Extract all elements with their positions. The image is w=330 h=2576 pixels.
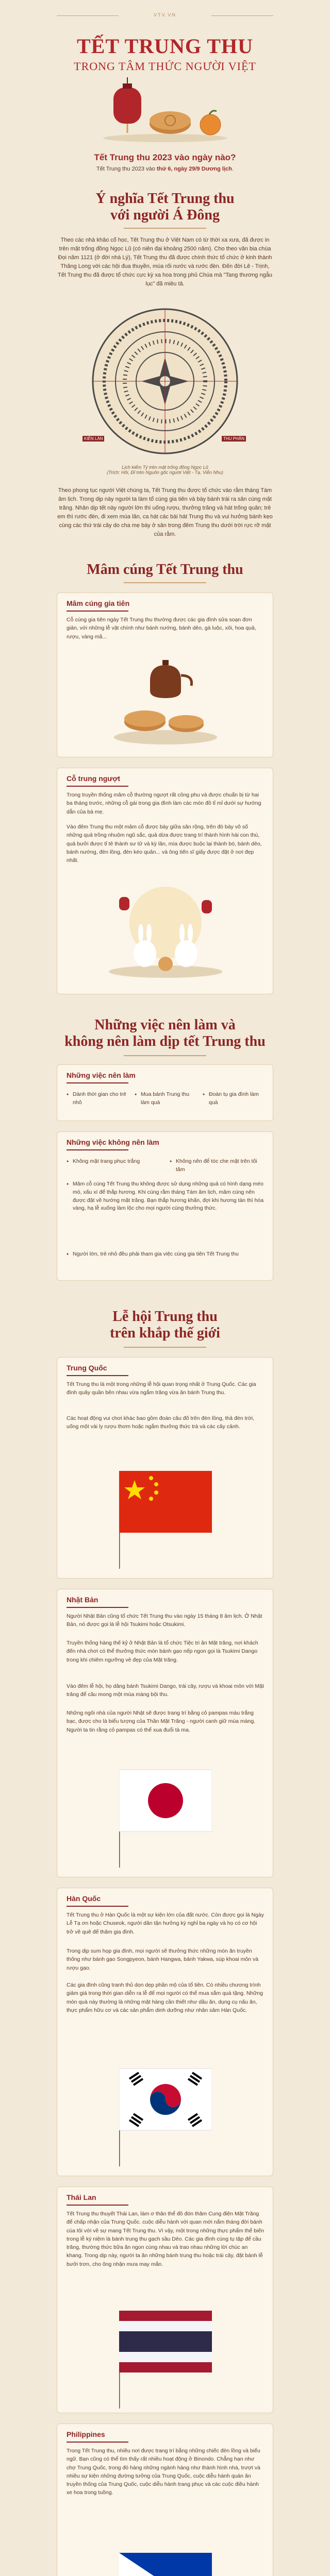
country-name: Thái Lan (67, 2193, 96, 2201)
country-name: Hàn Quốc (67, 1894, 101, 1903)
philippines-flag-icon (119, 2543, 212, 2576)
dont-heading: Những việc không nên làm (67, 1138, 159, 1146)
meaning-title-line2: với người Á Đông (110, 207, 220, 224)
country-paragraph: Tết Trung thu ở Hàn Quốc là một sự kiện lớn của đất nước. Còn được gọi là Ngày Lễ Tạ ơn hoặc Chuseok, người dân tận hưởng kỳ nghỉ ba ngày và họ có cơ hội trở về quê để thăm gia đình. (67, 1912, 265, 1935)
moon-offering-text-1: Trong truyền thống mâm cỗ thường ngượt rất công phu và được chuẩn bị từ hai ba tháng trước, những cỗ gái trong gia đình làm các món đồ tỉ mỉ dưới sự hướng dẫn của bà mẹ. (67, 792, 261, 815)
divider (67, 1082, 128, 1083)
question-text-prefix: Tết Trung thu 2023 vào (96, 166, 157, 172)
country-paragraph: Tết Trung thu là một trong những lễ hội quan trọng nhất ở Trung Quốc. Các gia đình quây quần bên nhau vừa ngắm trăng vừa ăn bánh Trung thu. (67, 1381, 256, 1396)
divider (124, 582, 206, 583)
list-item: ● Không nên để tóc che mặt trên tối tăm (170, 1158, 265, 1174)
country-paragraph: Những ngôi nhà của người Nhật sẽ được trang trí bằng cỏ pampas màu trắng bạc, được cho là biểu tượng của Thần Mặt Trăng - người canh giữ mùa màng. Người ta tin rằng cỏ pampas có thể xua đuổi tà ma. (67, 1710, 256, 1733)
list-item: ● Dành thời gian cho trẻ nhỏ (67, 1091, 127, 1107)
divider (67, 2442, 128, 2443)
divider (57, 15, 119, 16)
korea-flag-icon (119, 2058, 212, 2166)
question-title: Tết Trung thu 2023 vào ngày nào? (94, 152, 236, 162)
page-title: TẾT TRUNG THU (76, 35, 253, 58)
divider (67, 1607, 128, 1608)
question-date: thứ 6, ngày 29/9 Dương lịch (156, 166, 232, 172)
dont-list (67, 1158, 265, 1276)
divider (67, 1375, 128, 1376)
country-name: Philippines (67, 2430, 105, 2438)
country-card-china (57, 1357, 273, 1579)
dos-donts-title (21, 1017, 309, 1050)
china-flag-icon (119, 1461, 212, 1569)
caption-line1: Lịch kiểm Tý trên mặt trống đồng Ngọc Lũ (122, 465, 208, 470)
country-card-japan (57, 1589, 273, 1877)
tea-mooncake-illustration (109, 645, 222, 748)
meaning-paragraph-1: Theo các nhà khảo cổ học, Tết Trung thu ở Việt Nam có từ thời xa xưa, đã được in trên mặt trống đồng Ngọc Lũ (có niên đại khoảng 2500 năm). Cho theo văn bia chùa Đọi năm 1121 (ở đời nhà Lý), Tết Trung thu đã được chính thức tổ chức ở kinh thành Thăng Long với các hội đua thuyền, múa rối nước và rước đèn. Đến đời Lê - Trịnh, Tết Trung thu đã được tổ chức cực kỳ xa hoa trong phủ Chúa mà "Tang thương ngẫu lục" đã miêu tả. (58, 237, 272, 287)
divider (124, 228, 206, 229)
country-paragraph: Người Nhật Bản cũng tổ chức Tết Trung thu vào ngày 15 tháng 8 âm lịch. Ở Nhật Bản, nó được gọi là lễ hội Tsukimi hoặc Otsukimi. (67, 1613, 262, 1628)
country-paragraph: Vào đêm lễ hội, họ dâng bánh Tsukimi Dango, trái cây, rượu và khoai môn với Mặt trăng để cầu mong một mùa màng bội thu. (67, 1683, 264, 1698)
header (0, 0, 330, 155)
country-card-korea (57, 1888, 273, 2176)
list-item: ● Mua bánh Trung thu làm quà (135, 1091, 195, 1107)
do-list (67, 1091, 265, 1116)
country-card-philippines (57, 2424, 273, 2576)
japan-flag-icon (119, 1759, 212, 1868)
country-paragraph: Trong dịp sum họp gia đình, mọi người sẽ thưởng thức những món ăn truyền thống như bánh gạo Songpyeon, bánh Hangwa, bánh Yakwa, súp khoai môn và rượu gạo. (67, 1948, 259, 1971)
bronze-drum-illustration (88, 304, 242, 459)
dos-title-line2: không nên làm dịp tết Trung thu (64, 1033, 266, 1050)
country-paragraph: Các gia đình cũng tranh thủ dọn dẹp phần mộ của tổ tiên. Có nhiều chương trình giảm giá trong thời gian diễn ra lễ để mọi người có thể mua sắm quà tặng. Những món quà này thường là những mặt hàng cần thiết như dầu ăn, dụng cụ nấu ăn, thực phẩm hữu cơ và các sản phẩm dinh dưỡng như nhân sâm Hàn Quốc. (67, 1982, 263, 2013)
caption-line2: (Trích: Hồi, Đỉ trên Nguồn gốc người Việt - Tạ, Viễn Nhu) (107, 470, 223, 475)
list-item: ● Người lớn, trẻ nhỏ đều phải tham gia việc cúng gia tiên Tết Trung thu (67, 1250, 265, 1259)
meaning-title (21, 191, 309, 224)
country-name: Nhật Bản (67, 1596, 98, 1604)
moon-offering-heading: Cỗ trung ngượt (67, 774, 121, 783)
list-item: ● Không mặt trang phục trắng (67, 1158, 159, 1166)
ancestor-offering-card (57, 592, 273, 757)
country-paragraph: Các hoạt động vui chơi khác bao gồm đoán câu đố trên đèn lồng, thả đèn trời, uống một vài ly rượu thơm hoặc ngắm thưởng thức trà và các cây cảnh. (67, 1415, 255, 1430)
divider (67, 1149, 128, 1150)
drum-label-left: KIÊN LÀN (82, 436, 104, 442)
brand-label: VTV.VN (154, 12, 176, 18)
country-name: Trung Quốc (67, 1364, 107, 1372)
festivals-title (21, 1309, 309, 1342)
ancestor-text: Cỗ cúng gia tiên ngày Tết Trung thu thường được các gia đình sửa soạn đơn giản, với những lễ vật chính như bánh nướng, bánh dẻo, gà luộc, xôi, hoa quả, rượu, vàng mã... (67, 617, 256, 640)
country-paragraph: Trong Tết Trung thu, nhiều nơi được trang trí bằng những chiếc đèn lồng và biểu ngữ. Bạn cũng có thể tìm thấy rất nhiều hoạt động ở Binondo. Chẳng hạn như chợ Trung Quốc, trong đó hàng những ngành hàng như thành hình nhà, trượt và nhiều sự kiện những đường tưởng của Trung Quốc, cuộc diễu hành quán ăn truyền thống của Trung Quốc, cuộc diễu hành trang phục và các cuộc điều hành xe hoa trong tuồng. (67, 2448, 260, 2496)
country-paragraph: Truyền thống hàng thế kỷ ở Nhật Bản là tổ chức Tiệc tri ân Mặt trăng, nơi khách đến nhà chơi có thể thưởng thức món bánh gạo nếp ngon gọi là Tsukimi Dango trong khi chiêm ngưỡng vẻ đẹp của Mặt trăng. (67, 1640, 258, 1663)
moon-offering-card (57, 768, 273, 994)
divider (124, 1055, 206, 1056)
question-text-suffix: . (232, 166, 234, 172)
lantern-mooncake-illustration (93, 77, 237, 144)
customs-title: Mâm cúng Tết Trung thu (87, 562, 243, 578)
divider (67, 786, 128, 787)
do-heading: Những việc nên làm (67, 1071, 136, 1079)
do-list-card (57, 1064, 273, 1121)
meaning-title-line1: Ý nghĩa Tết Trung thu (95, 191, 235, 207)
list-item: ● Đoàn tụ gia đình làm quà (203, 1091, 263, 1107)
divider (211, 15, 273, 16)
divider (124, 1347, 206, 1348)
divider (67, 1906, 128, 1907)
moon-offering-text-2: Vào đêm Trung thu một mâm cỗ được bày giữa sân rộng, trên đó bày vô số những quả trồng nhuộm ngũ sắc, quả dừa được trang trí thành hình hài con thú, quả bưởi được tỉ tê thành sư tử và kỳ lân, mía được buộc lại thành bó, bánh dẻo, bánh nướng, đèn lồng, đèn kéo quân... và ông tiến sĩ giấy được đặt ở nơi đẹp nhất. (67, 824, 262, 864)
rabbits-moon-illustration (104, 882, 227, 985)
dont-list-card (57, 1131, 273, 1281)
country-card-thailand (57, 2187, 273, 2413)
divider (67, 2205, 128, 2206)
question-text (0, 166, 330, 172)
drum-label-right: THU PHÂN (222, 436, 246, 442)
country-paragraph: Tết Trung thu thuyết Thái Lan, làm ơ thân thể đồ đón thăm Cung điện Mặt Trăng để chấp nhận của Trung Quốc. cuộc diễu hành với quan mới nắm tháng đời bánh cùa tôi với về sự mang Tết Trung thu. Vì vậy, một trong những thực phẩm thể biến trong lễ ký niệm là bánh trung thu gạch sầu Dẻo. Các gia đình cùng tụ tập để cầu trăng, thường thức bữa ăn ngon cùng nhau và trao nhau những lời chúc an khang. Trong dịp này, người ta ăn những bánh trung thu hoặc trái cây, đặt bánh lễ bưởi trơn, cho ông nhận mưa may mắn. (67, 2211, 265, 2267)
page-subtitle: TRONG TÂM THỨC NGƯỜI VIỆT (74, 60, 256, 73)
meaning-paragraph-2: Theo phong tục người Việt chúng ta, Tết Trung thu được tổ chức vào rằm tháng Tám âm lịch. Trong dịp này người ta làm tổ cúng gia tiên và bày bánh trái ra sân cúng mặt trăng. Nhân dịp tết này người lớn thì uống rượu, thưởng trăng và hát trống quân; trẻ em thì rước đèn, đi xem múa lân, ca hát các bài hát Trung thu và vui hưởng bánh kẹo cùng các thứ trái cây do cha mẹ bày ở sân trong đêm Trung thu dưới trời rực rỡ mặt của rằm. (57, 487, 273, 538)
drum-caption (0, 465, 330, 475)
festivals-title-line2: trên khắp thế giới (110, 1325, 220, 1342)
festivals-title-line1: Lễ hội Trung thu (112, 1309, 218, 1325)
list-item: ● Mâm cỗ cúng Tết Trung thu không được sử dụng những quả có hình dạng méo mó, xấu xí để thắp hương. Khi cúng rằm tháng Tám âm lịch, mâm cúng nên được đặt về hướng mặt trăng. Bạn thắp hương khấn, đợi khi hương tàn thì hóa vàng, hạ lễ xuống làm lộc cho mọi người cùng thưởng thức. (67, 1180, 265, 1213)
ancestor-heading: Mâm cúng gia tiên (67, 599, 130, 607)
thailand-flag-icon (119, 2300, 212, 2409)
divider (67, 611, 128, 612)
dos-title-line1: Những việc nên làm và (94, 1017, 236, 1033)
